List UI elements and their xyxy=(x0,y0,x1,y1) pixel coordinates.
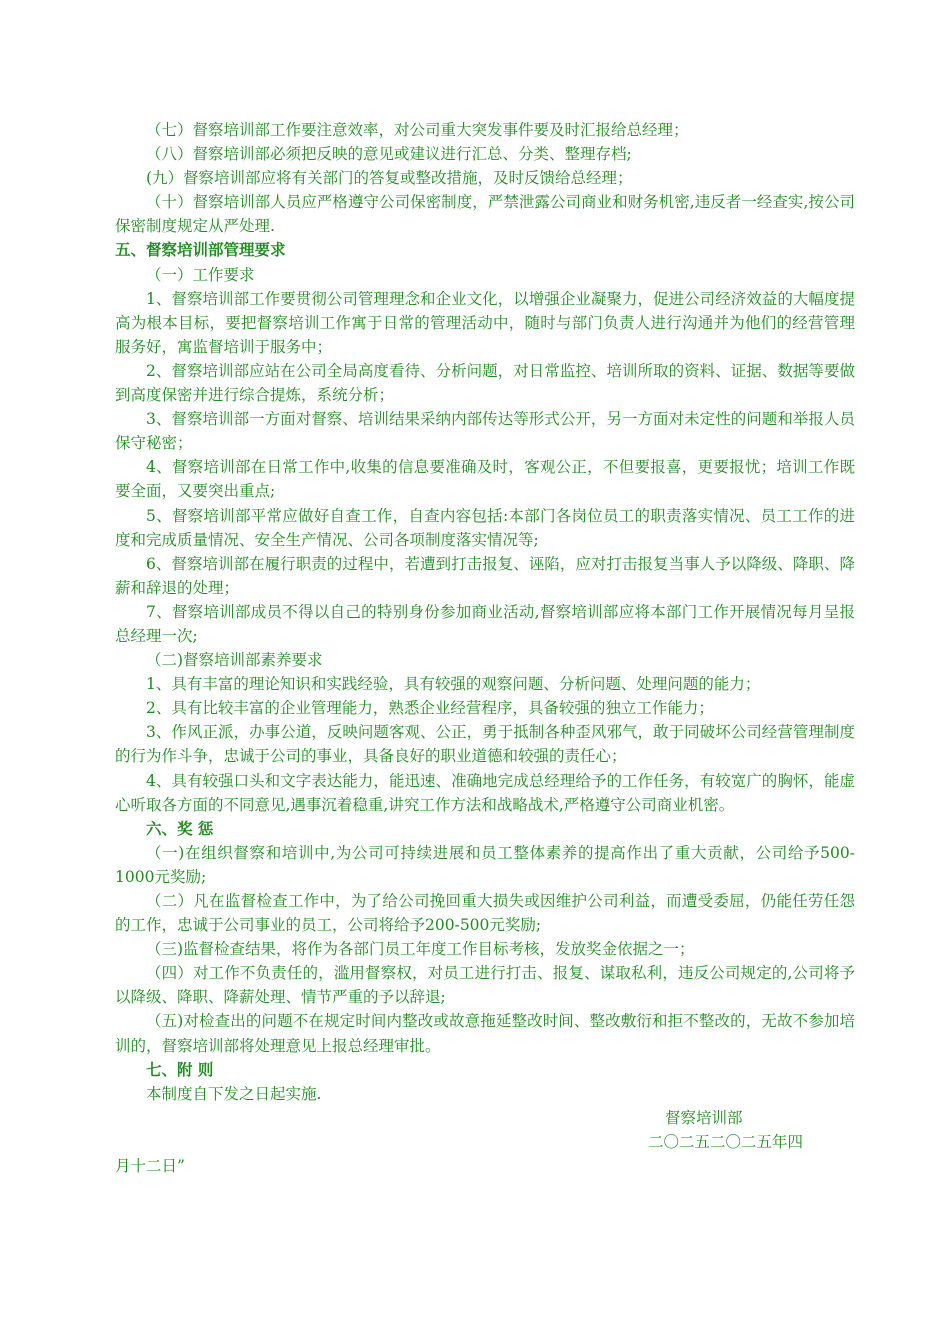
quality-requirement-4: 4、具有较强口头和文字表达能力，能迅速、准确地完成总经理给予的工作任务，有较宽广的胸怀，能虚心听取各方面的不同意见,遇事沉着稳重,讲究工作方法和战略战术,严格遵守公司商业机密。 xyxy=(115,771,855,814)
work-requirement-6: 6、督察培训部在履行职责的过程中，若遭到打击报复、诬陷，应对打击报复当事人予以降级、降职、降薪和辞退的处理； xyxy=(115,554,855,597)
work-requirement-5: 5、督察培训部平常应做好自查工作，自查内容包括:本部门各岗位员工的职责落实情况、员工工作的进度和完成质量情况、安全生产情况、公司各项制度落实情况等; xyxy=(115,506,855,549)
work-requirement-1: 1、督察培训部工作要贯彻公司管理理念和企业文化，以增强企业凝聚力，促进公司经济效益的大幅度提高为根本目标，要把督察培训工作寓于日常的管理活动中，随时与部门负责人进行沟通并为他们的经营管理服务好，寓监督培训于服务中； xyxy=(115,289,855,356)
quality-requirement-1: 1、具有丰富的理论知识和实践经验，具有较强的观察问题、分析问题、处理问题的能力； xyxy=(146,675,761,694)
work-requirement-2: 2、督察培训部应站在公司全局高度看待、分析问题，对日常监控、培训所取的资料、证据、数据等要做到高度保密并进行综合提炼，系统分析； xyxy=(115,361,855,405)
reward-item-1: （一)在组织督察和培训中,为公司可持续进展和员工整体素养的提高作出了重大贡献，公司给予500-1000元奖励; xyxy=(115,843,855,886)
reward-item-3: （三)监督检查结果，将作为各部门员工年度工作目标考核，发放奖金依据之一； xyxy=(146,940,695,959)
effective-clause: 本制度自下发之日起实施. xyxy=(146,1084,322,1103)
duty-item-10: （十）督察培训部人员应严格遵守公司保密制度，严禁泄露公司商业和财务机密,违反者一经查实,按公司保密制度规定从严处理. xyxy=(115,193,855,236)
work-requirement-7: 7、督察培训部成员不得以自己的特别身份参加商业活动,督察培训部应将本部门工作开展情况每月呈报总经理一次; xyxy=(115,602,855,645)
reward-item-4: （四）对工作不负责任的，滥用督察权，对员工进行打击、报复、谋取私利，违反公司规定的,公司将予以降级、降职、降薪处理、情节严重的予以辞退; xyxy=(115,964,855,1007)
section-5-heading: 五、督察培训部管理要求 xyxy=(115,240,286,260)
section-6-heading: 六、奖 惩 xyxy=(146,818,214,838)
section-5-subheading-2: （二)督察培训部素养要求 xyxy=(146,651,323,670)
quality-requirement-2: 2、具有比较丰富的企业管理能力，熟悉企业经营程序，具备较强的独立工作能力； xyxy=(146,699,714,718)
signature-date-line-1: 二〇二五二〇二五年四 xyxy=(648,1132,804,1151)
reward-item-2: （二）凡在监督检查工作中，为了给公司挽回重大损失或因维护公司利益，而遭受委屈，仍能任劳任怨的工作，忠诚于公司事业的员工，公司将给予200-500元奖励; xyxy=(115,892,855,935)
signature-department: 督察培训部 xyxy=(665,1108,743,1127)
duty-item-9: (九）督察培训部应将有关部门的答复或整改措施，及时反馈给总经理； xyxy=(146,169,633,188)
section-7-heading: 七、附 则 xyxy=(146,1059,214,1079)
duty-item-8: （八）督察培训部必须把反映的意见或建议进行汇总、分类、整理存档; xyxy=(146,145,632,164)
document-page xyxy=(115,118,855,1178)
reward-item-5: （五)对检查出的问题不在规定时间内整改或故意拖延整改时间、整改敷衍和拒不整改的，无故不参加培训的，督察培训部将处理意见上报总经理审批。 xyxy=(115,1012,855,1055)
duty-item-7: （七）督察培训部工作要注意效率，对公司重大突发事件要及时汇报给总经理； xyxy=(146,121,689,139)
signature-date-line-2: 月十二日” xyxy=(115,1157,185,1176)
work-requirement-3: 3、督察培训部一方面对督察、培训结果采纳内部传达等形式公开，另一方面对未定性的问题和举报人员保守秘密； xyxy=(115,410,855,453)
work-requirement-4: 4、督察培训部在日常工作中,收集的信息要准确及时，客观公正，不但要报喜，更要报忧；培训工作既要全面，又要突出重点; xyxy=(115,458,855,501)
quality-requirement-3: 3、作风正派，办事公道，反映问题客观、公正，勇于抵制各种歪风邪气，敢于同破坏公司经营管理制度的行为作斗争，忠诚于公司的事业，具备良好的职业道德和较强的责任心； xyxy=(115,723,855,766)
section-5-subheading-1: （一）工作要求 xyxy=(146,265,255,284)
